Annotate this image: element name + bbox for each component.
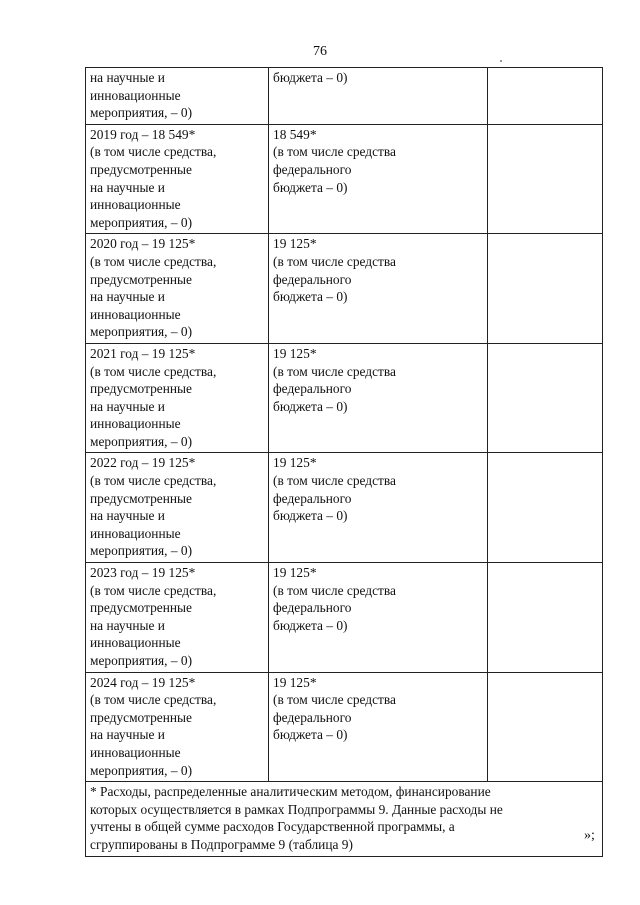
cell-line: бюджета – 0) <box>273 727 348 743</box>
cell-line: (в том числе средства <box>273 473 396 489</box>
cell-line: инновационные <box>90 635 181 651</box>
year-amount-cell <box>86 234 269 344</box>
empty-cell <box>488 343 603 453</box>
cell-line: инновационные <box>90 197 181 213</box>
cell-line: (в том числе средства <box>273 253 396 269</box>
cell-line: 2019 год – 18 549* <box>90 126 196 142</box>
cell-line: (в том числе средства <box>273 582 396 598</box>
cell-line: (в том числе средства, <box>90 144 217 160</box>
cell-line: мероприятия, – 0) <box>90 543 193 559</box>
cell-line: федерального <box>273 490 352 506</box>
cell-line: (в том числе средства <box>273 363 396 379</box>
year-amount-cell <box>86 343 269 453</box>
cell-line: предусмотренные <box>90 161 192 177</box>
table-row <box>86 124 603 234</box>
cell-line: инновационные <box>90 306 181 322</box>
cell-line: 19 125* <box>273 455 317 471</box>
cell-line: (в том числе средства, <box>90 363 217 379</box>
cell-line: инновационные <box>90 525 181 541</box>
cell-line: бюджета – 0) <box>273 617 348 633</box>
footnote-cell <box>86 782 603 856</box>
empty-cell <box>488 68 603 125</box>
cell-line: инновационные <box>90 87 181 103</box>
cell-line: бюджета – 0) <box>273 70 348 85</box>
budget-source-cell <box>269 563 488 673</box>
cell-line: 2021 год – 19 125* <box>90 345 196 361</box>
cell-line: 19 125* <box>273 345 317 361</box>
cell-line: федерального <box>273 271 352 287</box>
budget-table-body <box>86 68 603 857</box>
cell-line: 19 125* <box>273 236 317 252</box>
cell-line: федерального <box>273 381 352 397</box>
cell-line: федерального <box>273 600 352 616</box>
cell-line: на научные и <box>90 508 165 524</box>
cell-line: на научные и <box>90 289 165 305</box>
cell-line: предусмотренные <box>90 271 192 287</box>
year-amount-cell <box>86 453 269 563</box>
cell-line: 2020 год – 19 125* <box>90 236 196 252</box>
cell-line: мероприятия, – 0) <box>90 653 193 668</box>
table-row <box>86 453 603 563</box>
cell-line: 2023 год – 19 125* <box>90 565 196 581</box>
cell-line: 2024 год – 19 125* <box>90 674 196 690</box>
cell-line: (в том числе средства, <box>90 473 217 489</box>
cell-line: мероприятия, – 0) <box>90 324 193 340</box>
table-row <box>86 68 603 125</box>
cell-line: мероприятия, – 0) <box>90 762 193 778</box>
cell-line: предусмотренные <box>90 490 192 506</box>
budget-source-cell <box>269 68 488 125</box>
cell-line: на научные и <box>90 179 165 195</box>
cell-line: федерального <box>273 161 352 177</box>
cell-line: (в том числе средства <box>273 692 396 708</box>
cell-line: на научные и <box>90 70 165 85</box>
cell-line: предусмотренные <box>90 600 192 616</box>
cell-line: (в том числе средства, <box>90 692 217 708</box>
cell-line: 18 549* <box>273 126 317 142</box>
empty-cell <box>488 672 603 782</box>
cell-line: инновационные <box>90 744 181 760</box>
footnote-line: которых осуществляется в рамках Подпрограммы 9. Данные расходы не <box>90 801 503 817</box>
cell-line: 19 125* <box>273 674 317 690</box>
cell-line: бюджета – 0) <box>273 508 348 524</box>
cell-line: федерального <box>273 709 352 725</box>
cell-line: на научные и <box>90 398 165 414</box>
empty-cell <box>488 563 603 673</box>
empty-cell <box>488 234 603 344</box>
cell-line: (в том числе средства, <box>90 582 217 598</box>
closing-quote-mark: »; <box>584 828 595 843</box>
budget-source-cell <box>269 234 488 344</box>
table-row <box>86 672 603 782</box>
year-amount-cell <box>86 124 269 234</box>
cell-line: 2022 год – 19 125* <box>90 455 196 471</box>
cell-line: (в том числе средства <box>273 144 396 160</box>
cell-line: мероприятия, – 0) <box>90 433 193 449</box>
footnote-row <box>86 782 603 856</box>
cell-line: инновационные <box>90 416 181 432</box>
cell-line: мероприятия, – 0) <box>90 105 193 121</box>
footnote-line: учтены в общей сумме расходов Государственной программы, а <box>90 819 455 835</box>
year-amount-cell <box>86 68 269 125</box>
empty-cell <box>488 124 603 234</box>
table-row <box>86 234 603 344</box>
empty-cell <box>488 453 603 563</box>
budget-source-cell <box>269 453 488 563</box>
cell-line: бюджета – 0) <box>273 398 348 414</box>
cell-line: на научные и <box>90 727 165 743</box>
scan-speck <box>500 60 502 62</box>
cell-line: на научные и <box>90 617 165 633</box>
cell-line: предусмотренные <box>90 709 192 725</box>
cell-line: предусмотренные <box>90 381 192 397</box>
budget-table <box>85 67 603 857</box>
cell-line: мероприятия, – 0) <box>90 214 193 230</box>
budget-source-cell <box>269 343 488 453</box>
year-amount-cell <box>86 672 269 782</box>
table-row <box>86 563 603 673</box>
budget-source-cell <box>269 672 488 782</box>
cell-line: бюджета – 0) <box>273 289 348 305</box>
cell-line: бюджета – 0) <box>273 179 348 195</box>
year-amount-cell <box>86 563 269 673</box>
footnote-line: сгруппированы в Подпрограмме 9 (таблица 9) <box>90 836 353 852</box>
cell-line: (в том числе средства, <box>90 253 217 269</box>
footnote-line: * Расходы, распределенные аналитическим методом, финансирование <box>90 784 491 800</box>
cell-line: 19 125* <box>273 565 317 581</box>
page-number: 76 <box>313 44 327 59</box>
table-row <box>86 343 603 453</box>
budget-source-cell <box>269 124 488 234</box>
